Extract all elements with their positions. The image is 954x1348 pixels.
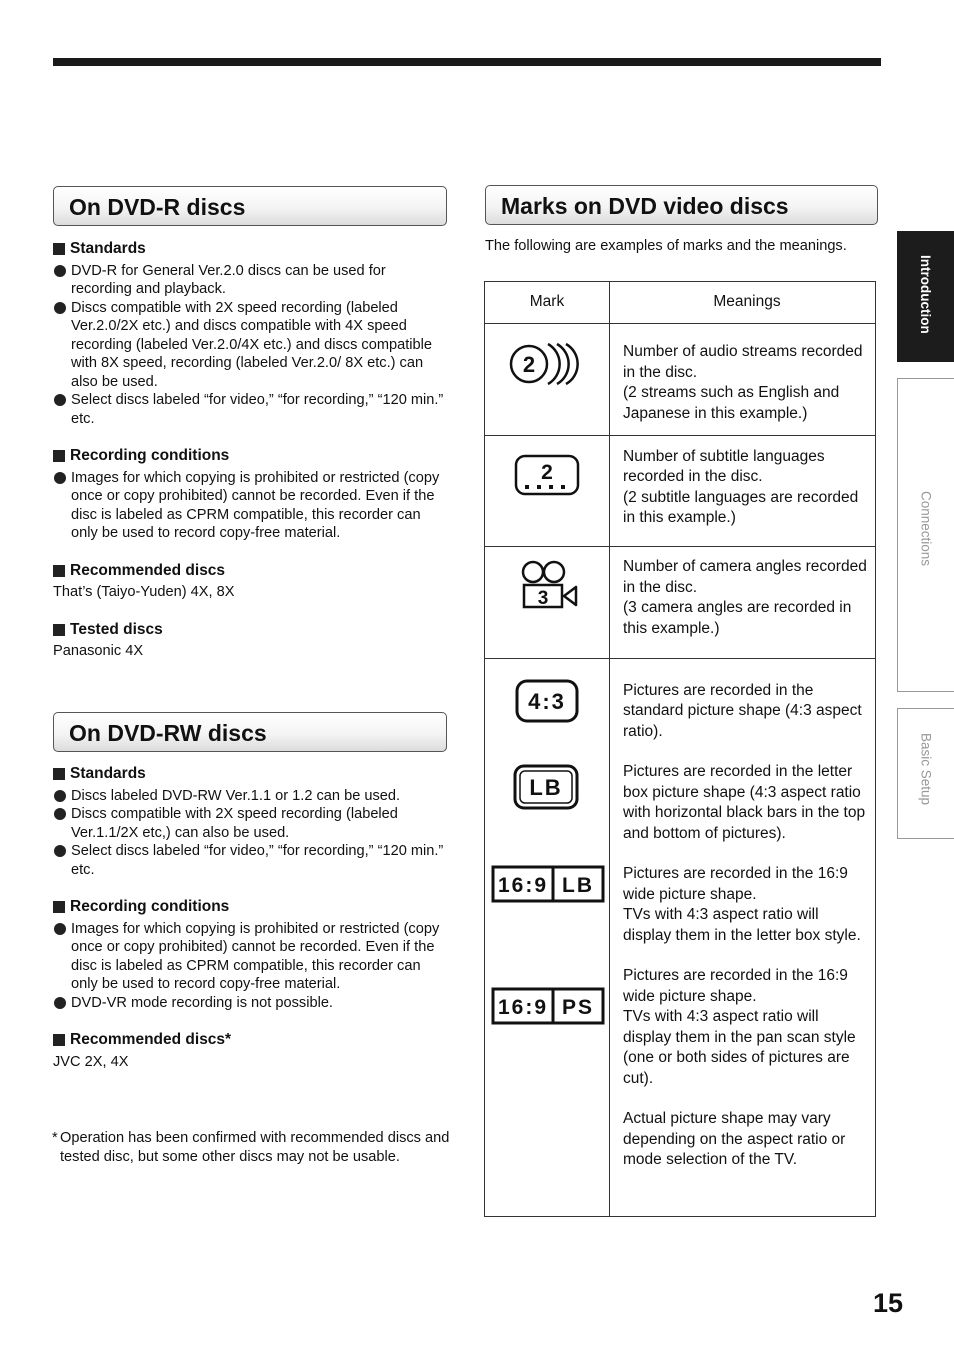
dvdrw-recommended-heading: Recommended discs*	[53, 1031, 447, 1050]
square-bullet-icon	[53, 768, 65, 780]
marks-intro: The following are examples of marks and the meanings.	[485, 238, 847, 254]
square-bullet-icon	[53, 1034, 65, 1046]
dvdr-recommended-text: That’s (Taiyo-Yuden) 4X, 8X	[53, 584, 235, 600]
tab-connections[interactable]	[897, 378, 954, 692]
pan-scan-label: PS	[561, 995, 595, 1019]
list-item: Select discs labeled “for video,” “for recording,” “120 min.” etc.	[53, 842, 447, 879]
table-row	[485, 547, 876, 659]
aspect-16-9-label: 16:9	[497, 995, 549, 1019]
meaning-text: Pictures are recorded in the 16:9 wide picture shape.	[623, 967, 848, 1005]
meaning-text: Actual picture shape may vary depending on the aspect ratio or mode selection of the TV.	[623, 1110, 846, 1168]
list-item: DVD-VR mode recording is not possible.	[53, 994, 447, 1013]
col-meanings-header: Meanings	[610, 282, 876, 324]
aspect-4-3-label: 4:3	[528, 688, 566, 714]
camera-angles-count: 3	[537, 588, 549, 609]
meaning-text: (2 streams such as English and Japanese in this example.)	[623, 384, 840, 422]
dvdrw-standards-list	[53, 787, 447, 880]
meaning-text: Pictures are recorded in the 16:9 wide picture shape.	[623, 865, 848, 903]
square-bullet-icon	[53, 624, 65, 636]
square-bullet-icon	[53, 243, 65, 255]
subtitle-languages-count: 2	[541, 460, 553, 484]
audio-streams-count: 2	[522, 352, 536, 377]
dvdrw-recording-heading: Recording conditions	[53, 898, 447, 917]
list-item: DVD-R for General Ver.2.0 discs can be used for recording and playback.	[53, 262, 447, 299]
table-row	[485, 658, 876, 1216]
tab-label: Connections	[918, 491, 934, 567]
marks-table	[484, 281, 876, 1217]
tab-label: Introduction	[918, 255, 933, 334]
page-number: 15	[873, 1288, 904, 1318]
tab-introduction[interactable]	[897, 231, 954, 362]
footnote	[52, 1129, 452, 1166]
dvdr-content	[53, 240, 447, 661]
meaning-text: (2 subtitle languages are recorded in this example.)	[623, 488, 859, 526]
mark-cell	[485, 324, 610, 436]
meaning-cell	[610, 435, 876, 547]
meaning-text: TVs with 4:3 aspect ratio will display them in the pan scan style (one or both sides of pictures are cut).	[623, 1008, 856, 1087]
dvdr-recording-list	[53, 469, 447, 543]
dvdrw-recording-list	[53, 920, 447, 1013]
aspect-16-9-label: 16:9	[497, 873, 549, 897]
camera-angles-icon	[485, 547, 609, 651]
list-item: Discs labeled DVD-RW Ver.1.1 or 1.2 can be used.	[53, 787, 447, 806]
meaning-text: Number of subtitle languages recorded in the disc.	[623, 447, 825, 485]
dvdr-standards-list	[53, 262, 447, 429]
tab-basic-setup[interactable]	[897, 708, 954, 839]
dvdr-section-title: On DVD-R discs	[53, 186, 447, 226]
subtitle-languages-icon	[485, 436, 609, 540]
meaning-text: Pictures are recorded in the standard picture shape (4:3 aspect ratio).	[623, 681, 862, 740]
tab-label: Basic Setup	[918, 733, 934, 806]
list-item: Images for which copying is prohibited or restricted (copy once or copy prohibited) cannot be recorded. Even if the disc is labeled as CPRM compatible, this recorder can only be used to record copy-free material.	[53, 469, 447, 543]
table-header-row	[485, 282, 876, 324]
meaning-cell	[610, 547, 876, 659]
audio-streams-icon	[485, 324, 609, 428]
dvdrw-standards-heading: Standards	[53, 765, 447, 784]
aspect-16-9-ps-icon	[493, 989, 603, 1023]
marks-section-title: Marks on DVD video discs	[485, 185, 878, 225]
list-item: Images for which copying is prohibited or restricted (copy once or copy prohibited) cannot be recorded. Even if the disc is labeled as CPRM compatible, this recorder can only be used to record copy-free material.	[53, 920, 447, 994]
letterbox-label: LB	[562, 873, 594, 897]
letterbox-icon	[515, 766, 577, 808]
dvdrw-content	[53, 765, 447, 1071]
mark-cell	[485, 658, 610, 1216]
top-rule	[53, 58, 881, 66]
table-row	[485, 435, 876, 547]
dvdr-standards-heading: Standards	[53, 240, 447, 259]
square-bullet-icon	[53, 901, 65, 913]
meaning-text: (3 camera angles are recorded in this example.)	[623, 599, 852, 637]
dvdr-tested-heading: Tested discs	[53, 621, 447, 640]
dvdrw-section-title: On DVD-RW discs	[53, 712, 447, 752]
list-item: Discs compatible with 2X speed recording (labeled Ver.2.0/2X etc.) and discs compatible with 4X speed recording (labeled Ver.2.0/4X etc.) and discs compatible with 8X speed, recording (labeled Ver.2.0/ 8X etc.) can also be used.	[53, 299, 447, 392]
meaning-cell	[610, 658, 876, 1216]
square-bullet-icon	[53, 450, 65, 462]
mark-cell	[485, 547, 610, 659]
letterbox-label: LB	[529, 774, 563, 800]
list-item: Discs compatible with 2X speed recording (labeled Ver.1.1/2X etc,) can also be used.	[53, 805, 447, 842]
meaning-text: Number of camera angles recorded in the disc.	[623, 558, 867, 596]
aspect-16-9-lb-icon	[493, 867, 603, 901]
aspect-4-3-icon	[517, 681, 577, 721]
aspect-marks-icons	[485, 659, 609, 1215]
dvdr-recommended-heading: Recommended discs	[53, 562, 447, 581]
dvdr-tested-text: Panasonic 4X	[53, 643, 144, 659]
meaning-text: TVs with 4:3 aspect ratio will display them in the letter box style.	[623, 906, 861, 944]
meaning-cell	[610, 324, 876, 436]
footnote-mark: *	[52, 1130, 58, 1146]
col-mark-header: Mark	[485, 282, 610, 324]
dvdr-recording-heading: Recording conditions	[53, 447, 447, 466]
table-row	[485, 324, 876, 436]
mark-cell	[485, 435, 610, 547]
meaning-text: Pictures are recorded in the letter box picture shape (4:3 aspect ratio with horizontal black bars in the top and bottom of pictures).	[623, 763, 866, 842]
meaning-text: Number of audio streams recorded in the disc.	[623, 343, 863, 381]
list-item: Select discs labeled “for video,” “for recording,” “120 min.” etc.	[53, 391, 447, 428]
footnote-text: Operation has been confirmed with recommended discs and tested disc, but some other discs may not be usable.	[60, 1130, 450, 1165]
dvdrw-recommended-text: JVC 2X, 4X	[53, 1053, 129, 1070]
square-bullet-icon	[53, 565, 65, 577]
